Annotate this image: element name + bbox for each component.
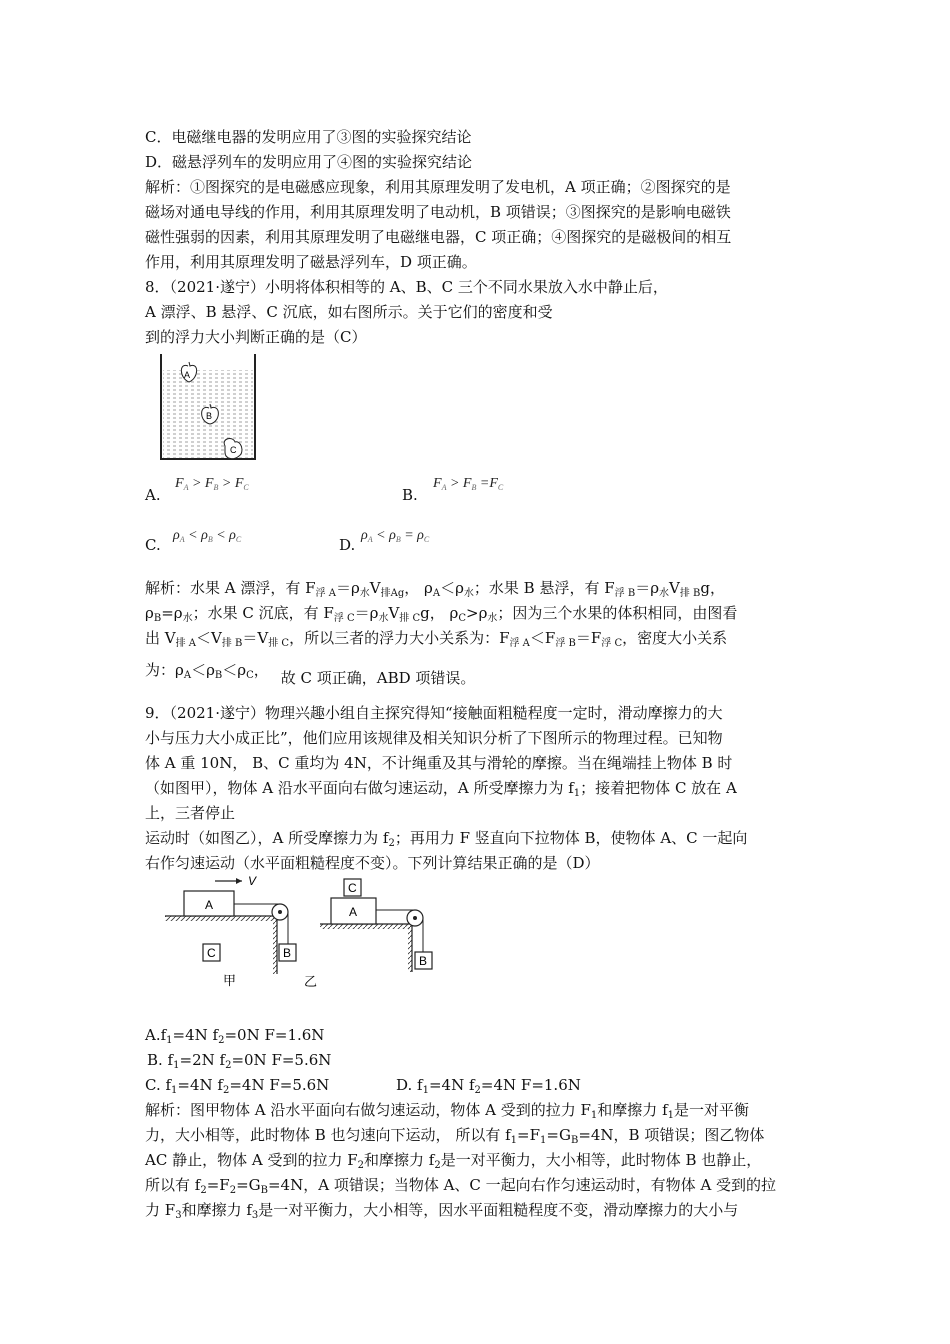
fruit-b-label: B (206, 411, 213, 421)
yi-block-c-label: C (348, 881, 357, 895)
jia-table-edge (273, 916, 277, 974)
velocity-arrow-head (236, 878, 242, 884)
q9-analysis-line2: 力，大小相等，此时物体 B 也匀速向下运动， 所以有 $f_1=F_1=G_B=4N$，B 项错误；图乙物体 (145, 1126, 765, 1146)
q9-analysis-line4: 所以有 $f_2=F_2=G_B=4N$，A 项错误；当物体 A、C 一起向右作匀速运动时，有物体 A 受到的拉 (145, 1176, 777, 1196)
fruit-a-label: A (184, 370, 191, 380)
jia-block-a-label: A (205, 898, 214, 912)
q9-option-a: $A.f_1=4N$ $f_2=0N$ F=1.6N (145, 1026, 325, 1046)
q9-line7: 右作匀速运动（水平面粗糙程度不变）。下列计算结果正确的是（D） (145, 854, 600, 872)
analysis-q7-line4: 作用，利用其原理发明了磁悬浮列车，D 项正确。 (145, 253, 477, 271)
q9-analysis-line3: AC 静止，物体 A 受到的拉力 $F_2$和摩擦力 $f_2$是一对平衡力，大小相等，此时物体 B 也静止， (145, 1151, 762, 1171)
q9-option-b: B. $f_1=2N$ $f_2=0N$ F=5.6N (147, 1051, 332, 1071)
q8-option-a-label: A. (145, 486, 161, 504)
yi-table-hatch (320, 924, 412, 929)
yi-block-b-label: B (419, 954, 428, 968)
q8-option-d-label: D. (339, 536, 356, 554)
analysis-q7-line3: 磁性强弱的因素，利用其原理发明了电磁继电器，C 项正确；④图探究的是磁极间的相互 (145, 228, 732, 246)
q9-line6: 运动时（如图乙），A 所受摩擦力为 $f_2$；再用力 F 竖直向下拉物体 B，使物体 A、C 一起向 (145, 829, 748, 849)
jia-block-b-label: B (283, 946, 292, 960)
q8-option-c-label: C. (145, 536, 161, 554)
q9-line1: 9．（2021·遂宁）物理兴趣小组自主探究得知“接触面粗糙程度一定时，滑动摩擦力的大 (145, 704, 723, 722)
q9-line5: 上，三者停止 (145, 804, 236, 822)
q8-analysis-line3: 出 $V_{排 A}<V_{排 B}=V_{排 C}$，所以三者的浮力大小关系为：$F_{浮 A}<F_{浮 B}=F_{浮 C}$，密度大小关系 (145, 629, 728, 649)
figure-jia-caption: 甲 (223, 973, 237, 988)
yi-block-a-label: A (349, 905, 358, 919)
q8-analysis-line4: 为：$\rho_A<\rho_B<\rho_C$， 故 C 项正确，ABD 项错误。 (145, 661, 476, 687)
option-c-q7: C．电磁继电器的发明应用了③图的实验探究结论 (145, 128, 472, 146)
q9-analysis-line1: 解析：图甲物体 A 沿水平面向右做匀速运动，物体 A 受到的拉力 $F_1$和摩擦力 $f_1$是一对平衡 (145, 1101, 750, 1121)
q8-analysis-line1: 解析：水果 A 漂浮，有 $F_{浮 A}=\rho_水V_{排Ag}$， $\rho_A<\rho_水$；水果 B 悬浮，有 $F_{浮 B}=\rho_水V_{排 B}g$， (145, 579, 725, 599)
q9-option-d: D. $f_1=4N$ $f_2=4N$ F=1.6N (396, 1076, 581, 1096)
jia-table-hatch (165, 916, 277, 921)
analysis-q7-line1: 解析：①图探究的是电磁感应现象，利用其原理发明了发电机，A 项正确；②图探究的是 (145, 178, 731, 196)
q9-line2: 小与压力大小成正比”，他们应用该规律及相关知识分析了下图所示的物理过程。已知物 (145, 729, 723, 747)
option-d-q7: D．磁悬浮列车的发明应用了④图的实验探究结论 (145, 153, 473, 171)
jia-pulley-axle (278, 910, 282, 914)
question-8-line2: A 漂浮、B 悬浮、C 沉底，如右图所示。关于它们的密度和受 (145, 303, 553, 321)
q9-line3: 体 A 重 10N， B、C 重均为 4N，不计绳重及其与滑轮的摩擦。当在绳端挂上物体 B 时 (145, 754, 733, 772)
question-8-line3: 到的浮力大小判断正确的是（C） (145, 328, 367, 346)
q8-option-b-formula: $F_A > F_B =F_C$ (433, 476, 504, 492)
figure-yi-caption: 乙 (304, 974, 318, 989)
q9-option-c: C. $f_1=4N$ $f_2=4N$ F=5.6N (145, 1076, 330, 1096)
jia-block-c-label: C (207, 946, 216, 960)
q8-analysis-line2: $\rho_B=\rho_水$；水果 C 沉底，有 $F_{浮 C}=\rho_水V_{排 C}g$， $\rho_C>\rho_水$；因为三个水果的体积相同，由图看 (145, 604, 738, 624)
analysis-q7-line2: 磁场对通电导线的作用，利用其原理发明了电动机，B 项错误；③图探究的是影响电磁铁 (145, 203, 731, 221)
q9-analysis-line5: 力 $F_3$和摩擦力 $f_3$是一对平衡力，大小相等，因水平面粗糙程度不变，滑动摩擦力的大小与 (145, 1201, 739, 1221)
question-8-line1: 8．（2021·遂宁）小明将体积相等的 A、B、C 三个不同水果放入水中静止后， (145, 278, 668, 296)
beaker-figure (155, 352, 260, 464)
velocity-label: V (248, 874, 257, 888)
q8-option-d-formula: $\rho_A < \rho_B = \rho_C$ (361, 528, 430, 544)
pulley-figure (160, 872, 460, 994)
q8-option-a-formula: $F_A > F_B > F_C$ (175, 476, 249, 492)
yi-pulley-axle (413, 916, 417, 920)
figure-yi (304, 879, 432, 989)
figure-jia (165, 874, 296, 988)
q8-option-b-label: B. (402, 486, 418, 504)
q9-line4: （如图甲），物体 A 沿水平面向右做匀速运动，A 所受摩擦力为 $f_1$；接着把物体 C 放在 A (145, 779, 737, 799)
q8-option-c-formula: $\rho_A < \rho_B < \rho_C$ (173, 528, 242, 544)
fruit-c-label: C (230, 445, 237, 455)
